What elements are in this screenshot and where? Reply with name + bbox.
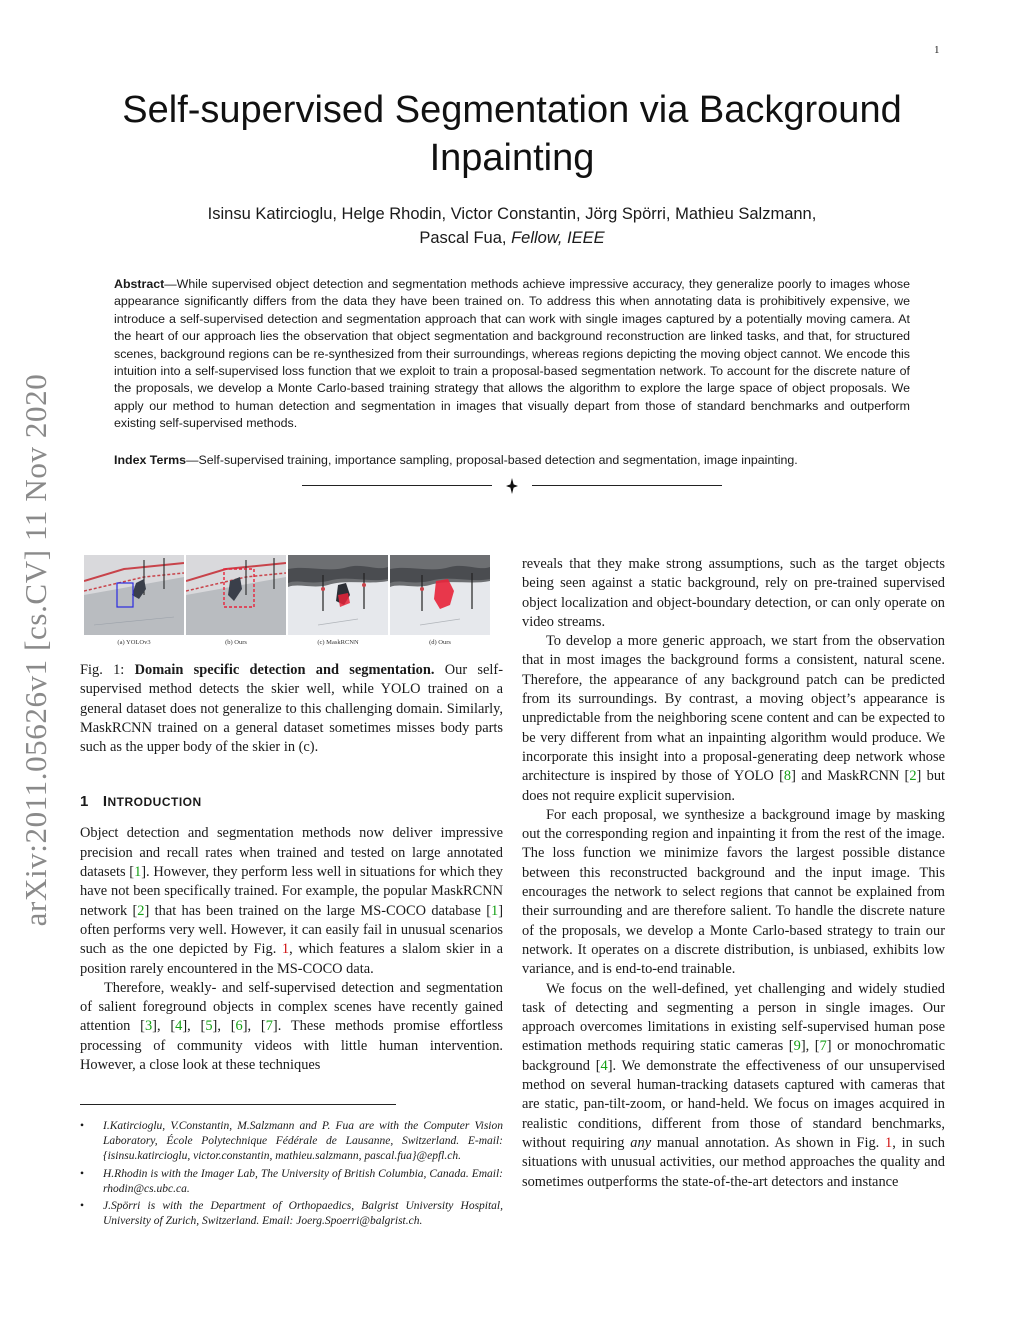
figure-panel-maskrcnn-image xyxy=(288,555,388,635)
citation-link[interactable]: 3 xyxy=(144,1018,153,1035)
figure-caption xyxy=(80,661,503,757)
footnote-item xyxy=(80,1199,503,1229)
footnote-item xyxy=(80,1119,503,1165)
figure-caption-text: Our self-supervised method detects the skier well, while YOLO trained on a general dataset does not generalize to this challenging domain. Similarly, MaskRCNN trained on a general dataset sometimes misses body parts such as the upper body of the skier in (c). xyxy=(80,662,503,756)
diamond-ornament-icon xyxy=(505,476,519,496)
abstract-text: —While supervised object detection and segmentation methods achieve impressive accuracy, they generalize poorly to images whose appearance significantly differs from the data they have been trained on. To address this when annotating data is prohibitively expensive, we introduce a self-supervised detection and segmentation approach that can work with single images captured by a potentially moving camera. At the heart of our approach lies the observation that object segmentation and background reconstruction are linked tasks, and that, for structured scenes, background regions can be re-synthesized from their surroundings, whereas regions depicting the moving object cannot. We encode this intuition into a self-supervised loss function that we exploit to train a proposal-based segmentation network. To account for the discrete nature of the proposals, we develop a Monte Carlo-based training strategy that allows the algorithm to explore the large space of object proposals. We apply our method to human detection and segmentation in images that visually depart from those of standard benchmarks and outperform existing self-supervised methods. xyxy=(114,277,910,431)
figure-panel-yolov3-image xyxy=(84,555,184,635)
citation-link[interactable]: 6 xyxy=(235,1018,243,1035)
page-number: 1 xyxy=(934,44,940,56)
divider-rule-left xyxy=(302,485,492,486)
footnote-text: J.Spörri is with the Department of Orthopaedics, Balgrist University Hospital, University of Zurich, Switzerland. Email: Joerg.Spoerri@balgrist.ch. xyxy=(103,1200,503,1228)
citation-link[interactable]: 4 xyxy=(175,1018,183,1035)
figure-label: Fig. 1: xyxy=(80,662,125,678)
footnote-rule xyxy=(80,1104,396,1105)
right-column xyxy=(522,555,945,1192)
citation-link[interactable]: 1 xyxy=(491,902,499,919)
authors-line-1: Isinsu Katircioglu, Helge Rhodin, Victor Constantin, Jörg Spörri, Mathieu Salzmann, xyxy=(207,205,817,223)
abstract xyxy=(114,276,910,433)
citation-link[interactable]: 2 xyxy=(909,768,917,785)
title-line-1: Self-supervised Segmentation via Background xyxy=(122,89,902,131)
citation-link[interactable]: 2 xyxy=(137,902,145,919)
section-title: INTRODUCTION xyxy=(102,793,202,811)
abstract-label: Abstract xyxy=(114,277,165,291)
footnote-bullet: • xyxy=(80,1200,85,1213)
author-list xyxy=(90,202,934,250)
citation-link[interactable]: 8 xyxy=(783,768,792,785)
citation-link[interactable]: 5 xyxy=(205,1018,213,1035)
citation-link[interactable]: 4 xyxy=(600,1057,608,1074)
figure-panel-ours-box-image xyxy=(186,555,286,635)
figure-reference-link[interactable]: 1 xyxy=(281,941,290,958)
intro-paragraph-1: Object detection and segmentation methods now deliver impressive precision and recall rates when trained and tested on large annotated datasets [1]. However, they perform less well in situations for which they have not been specifically trained. For example, the popular MaskRCNN network [2] that has been trained on the large MS-COCO database [1] often performs very well. However, it can easily fail in unusual scenarios such as the one depicted by Fig. 1, which features a slalom skier in a position rarely encountered in the MS-COCO data. xyxy=(80,825,504,977)
index-terms xyxy=(114,452,910,469)
citation-link[interactable]: 9 xyxy=(793,1038,801,1055)
left-column xyxy=(80,555,503,1075)
panel-caption-a: (a) YOLOv3 xyxy=(117,639,151,646)
right-paragraph-2: To develop a more generic approach, we start from the observation that in most images the background forms a consistent, natural scene. Therefore, the appearance of any background patch can be predicted from its surroundings. By contrast, a moving object’s appearance is unpredictable from the neighboring scene content and can be expected to be very different from what an inpainting algorithm would produce. We incorporate this insight into a proposal-generating deep network whose architecture is inspired by those of YOLO [8] and MaskRCNN [2] but does not require explicit supervision. xyxy=(522,633,946,804)
footnote-text: H.Rhodin is with the Imager Lab, The University of British Columbia, Canada. Email: rhodin@cs.ubc.ca. xyxy=(103,1167,503,1195)
footnote-bullet: • xyxy=(80,1167,85,1180)
footnote-bullet: • xyxy=(80,1120,85,1132)
footnote-text: I.Katircioglu, V.Constantin, M.Salzmann and P. Fua are with the Computer Vision Laboratory, École Polytechnique Fédérale de Lausanne, Switzerland. E-mail: {isinsu.katircioglu, victor.constantin, mathieu.salzmann, pascal.fua}@epfl.ch. xyxy=(103,1120,503,1163)
right-paragraph-3: For each proposal, we synthesize a background image by masking out the corresponding region and inpainting it from the rest of the image. The loss function we minimize favors the largest possible distance between this reconstructed background and the input image. This encourages the network to select regions that cannot be explained from their surrounding and are therefore salient. To handle the discrete nature of the proposals, we develop a Monte Carlo-based strategy to train our network. It operates on a discrete distribution, is unbiased, exhibits low variance, and is end-to-end trainable. xyxy=(522,806,945,978)
citation-link[interactable]: 1 xyxy=(134,864,142,881)
index-terms-label: Index Terms xyxy=(114,453,187,467)
section-divider xyxy=(302,476,722,496)
figure-caption-title: Domain specific detection and segmentation. xyxy=(134,662,435,678)
figure-panel-ours-mask-image xyxy=(390,555,490,635)
footnote-item xyxy=(80,1167,503,1197)
panel-caption-d: (d) Ours xyxy=(429,639,451,646)
right-paragraph-4: We focus on the well-defined, yet challenging and widely studied task of detecting and segmenting a person in single images. Our approach overcomes limitations in existing self-supervised human pose estimation methods requiring static cameras [9], [7] or monochromatic background [4]. We demonstrate the effectiveness of our unsupervised method on several human-tracking datasets captured with cameras that are static, pan-tilt-zoom, or hand-held. We focus on images acquired in realistic conditions, different from those of standard benchmarks, without requiring any manual annotation. As shown in Fig. 1, in such situations with unusual activities, our method approaches the quality and sometimes outperforms the state-of-the-art detectors and instance xyxy=(522,980,946,1190)
footnotes xyxy=(80,1119,503,1231)
citation-link[interactable]: 7 xyxy=(819,1038,827,1055)
section-number: 1 xyxy=(80,793,89,811)
index-terms-text: —Self-supervised training, importance sampling, proposal-based detection and segmentation, image inpainting. xyxy=(186,453,798,467)
arxiv-identifier[interactable]: arXiv:2011.05626v1 [cs.CV] 11 Nov 2020 xyxy=(18,373,53,927)
paper-title xyxy=(70,86,954,182)
intro-paragraph-2: Therefore, weakly- and self-supervised detection and segmentation of salient foreground objects in complex scenes have recently gained attention [3], [4], [5], [6], [7]. These methods promise effortless processing of community videos with little human intervention. However, a close look at these techniques xyxy=(80,979,504,1074)
panel-caption-c: (c) MaskRCNN xyxy=(317,639,359,646)
introduction-text xyxy=(80,824,503,1075)
author-name: Pascal Fua, xyxy=(419,229,507,247)
author-fellowship: Fellow, IEEE xyxy=(511,229,605,247)
authors-line-2 xyxy=(90,226,934,250)
citation-link[interactable]: 7 xyxy=(265,1018,273,1035)
panel-caption-b: (b) Ours xyxy=(225,639,247,646)
right-paragraph-1: reveals that they make strong assumptions, such as the target objects being seen against a static background, rely on pre-trained supervised object localization and object-boundary detection, or can only operate on video streams. xyxy=(522,556,945,630)
section-heading-introduction xyxy=(80,793,503,810)
figure-1 xyxy=(80,555,503,651)
title-line-2: Inpainting xyxy=(429,137,595,179)
figure-reference-link[interactable]: 1 xyxy=(885,1134,893,1151)
divider-rule-right xyxy=(532,485,722,486)
